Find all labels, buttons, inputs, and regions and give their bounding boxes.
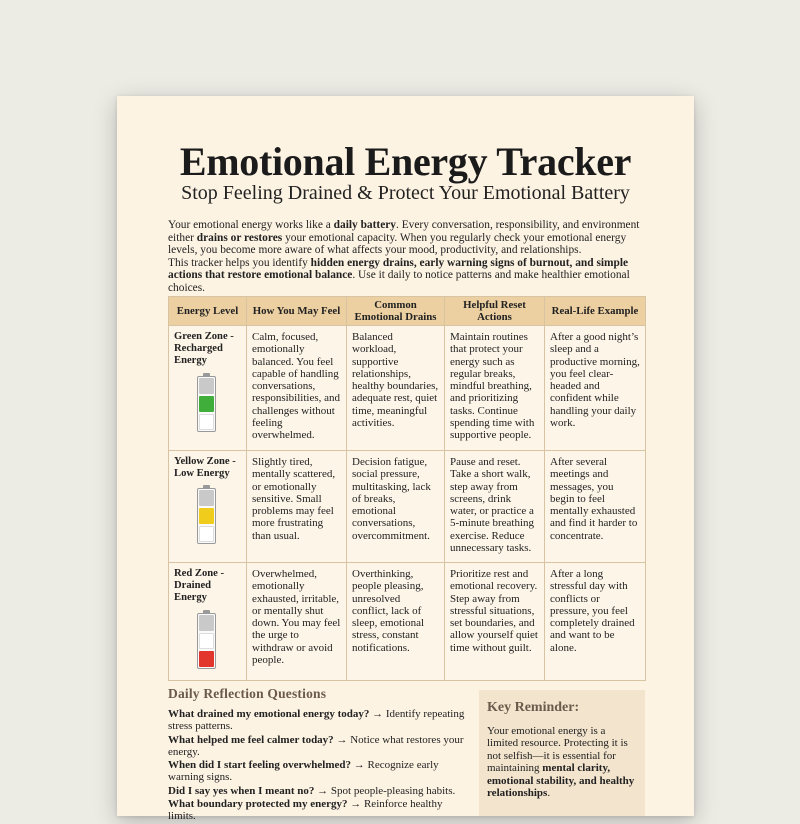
table-row	[169, 326, 646, 451]
table-row	[169, 451, 646, 563]
zone-label: Yellow Zone - Low Energy	[174, 456, 236, 480]
drains-cell: Balanced workload, supportive relationships, healthy boundaries, adequate rest, quiet time, meaningful activities.	[347, 326, 445, 451]
battery-segment	[199, 414, 214, 430]
question-hint: Identify repeating stress patterns.	[168, 708, 465, 733]
reflection-question	[168, 708, 468, 733]
yellow-battery-icon	[197, 488, 216, 544]
question-hint: Recognize early warning signs.	[168, 759, 439, 784]
column-header: Helpful Reset Actions	[445, 297, 545, 326]
reminder-text-span: .	[547, 787, 551, 800]
zone-cell-red	[169, 563, 247, 681]
tracker-sheet	[117, 96, 694, 823]
intro-text-span: . Every conversation, responsibility, and environment either	[168, 219, 640, 244]
intro-paragraph-2	[168, 257, 646, 295]
arrow-icon: →	[351, 759, 368, 772]
reflection-question	[168, 785, 468, 797]
intro-text-span: . Use it daily to notice patterns and make healthier emotional choices.	[168, 269, 630, 294]
question-hint: Spot people-pleasing habits.	[330, 784, 456, 797]
zone-cell-yellow	[169, 451, 247, 563]
page-subtitle: Stop Feeling Drained & Protect Your Emotional Battery	[181, 182, 630, 204]
reset-cell: Maintain routines that protect your energy such as regular breaks, mindful breathing, and prioritizing tasks. Continue spending time with supportive people.	[445, 326, 545, 451]
zone-label: Red Zone - Drained Energy	[174, 568, 225, 604]
feel-cell: Calm, focused, emotionally balanced. You feel capable of handling conversations, responsibilities, and challenges without feeling overwhelmed.	[247, 326, 347, 451]
question-text: Did I say yes when I meant no?	[168, 784, 315, 797]
zone-label: Green Zone - Recharged Energy	[174, 331, 234, 367]
reflection-question	[168, 734, 468, 759]
battery-segment	[199, 378, 214, 394]
battery-segment	[199, 633, 214, 649]
arrow-icon: →	[369, 708, 386, 720]
red-battery-icon	[197, 613, 216, 669]
column-header: Energy Level	[169, 297, 247, 326]
battery-cap	[203, 485, 210, 488]
reset-cell: Pause and reset. Take a short walk, step away from screens, drink water, or practice a 5-minute breathing exercise. Reduce unnecessary tasks.	[445, 451, 545, 563]
question-text: When did I start feeling overwhelmed?	[168, 759, 352, 772]
key-reminder-box	[479, 690, 645, 816]
green-battery-icon	[197, 376, 216, 432]
battery-segment	[199, 526, 214, 542]
intro-paragraph-1	[168, 219, 646, 257]
table-row	[169, 563, 646, 681]
battery-cap	[203, 373, 210, 376]
table-header-row	[169, 297, 646, 326]
intro-text-span: Your emotional energy works like a	[168, 219, 334, 231]
column-header: How You May Feel	[247, 297, 347, 326]
reflection-question	[168, 798, 468, 823]
page-title: Emotional Energy Tracker	[179, 139, 632, 184]
intro-bold-span: drains or restores	[196, 231, 283, 244]
column-header: Common Emotional Drains	[347, 297, 445, 326]
arrow-icon: →	[347, 798, 364, 811]
battery-segment	[199, 508, 214, 524]
reminder-text	[487, 725, 637, 799]
example-cell: After a long stressful day with conflicts or pressure, you feel completely drained and want to be alone.	[545, 563, 646, 681]
question-text: What boundary protected my energy?	[168, 798, 348, 811]
question-text: What drained my emotional energy today?	[168, 708, 370, 720]
battery-segment	[199, 615, 214, 631]
drains-cell: Overthinking, people pleasing, unresolved conflict, lack of sleep, emotional stress, constant notifications.	[347, 563, 445, 681]
battery-segment	[199, 490, 214, 506]
intro-bold-span: daily battery	[333, 219, 396, 231]
arrow-icon: →	[314, 784, 331, 797]
zone-cell-green	[169, 326, 247, 451]
question-hint: Reinforce healthy limits.	[168, 798, 443, 823]
battery-cap	[203, 610, 210, 613]
question-hint: Notice what restores your energy.	[168, 733, 464, 758]
intro-text-span: your emotional capacity. When you regularly check your emotional energy levels, you become more aware of what affects your mood, productivity, and relationships.	[168, 231, 627, 256]
reflection-section	[168, 686, 468, 824]
reset-cell: Prioritize rest and emotional recovery. Step away from stressful situations, set boundaries, and allow yourself quiet time without guilt.	[445, 563, 545, 681]
battery-segment	[199, 396, 214, 412]
example-cell: After several meetings and messages, you begin to feel mentally exhausted and find it harder to concentrate.	[545, 451, 646, 563]
drains-cell: Decision fatigue, social pressure, multitasking, lack of breaks, emotional conversations, overcommitment.	[347, 451, 445, 563]
intro-text	[168, 219, 646, 294]
reminder-bold-span: mental clarity, emotional stability, and healthy relationships	[487, 762, 635, 800]
reflection-question	[168, 759, 468, 784]
intro-bold-span: hidden energy drains, early warning signs of burnout, and simple actions that restore emotional balance	[168, 256, 629, 281]
feel-cell: Overwhelmed, emotionally exhausted, irritable, or mentally shut down. You may feel the urge to withdraw or avoid people.	[247, 563, 347, 681]
column-header: Real-Life Example	[545, 297, 646, 326]
reminder-heading: Key Reminder:	[487, 700, 580, 715]
question-text: What helped me feel calmer today?	[168, 733, 334, 746]
example-cell: After a good night’s sleep and a productive morning, you feel clear-headed and confident while handling your daily work.	[545, 326, 646, 451]
reflection-heading: Daily Reflection Questions	[168, 686, 327, 701]
arrow-icon: →	[333, 733, 351, 746]
battery-segment	[199, 651, 214, 667]
energy-table	[168, 296, 646, 681]
reminder-text-span: Your emotional energy is a limited resource. Protecting it is not selfish—it is essential for maintaining	[487, 725, 628, 775]
feel-cell: Slightly tired, mentally scattered, or emotionally sensitive. Small problems may feel more frustrating than usual.	[247, 451, 347, 563]
intro-text-span: This tracker helps you identify	[168, 256, 311, 269]
